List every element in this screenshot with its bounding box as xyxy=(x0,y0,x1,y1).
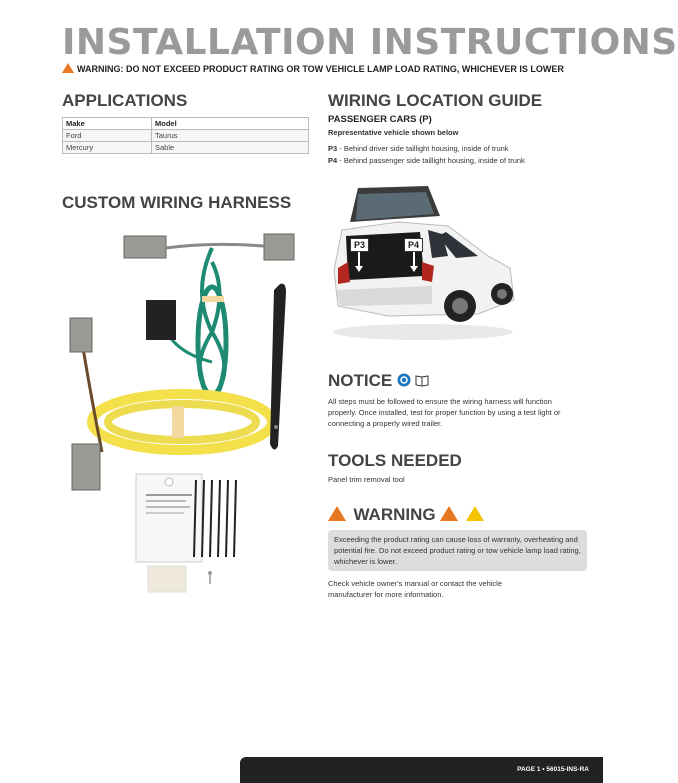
notice-heading-row xyxy=(328,371,429,391)
footer-separator: • xyxy=(542,766,545,773)
harness-heading: CUSTOM WIRING HARNESS xyxy=(62,193,292,212)
wiring-guide-heading: WIRING LOCATION GUIDE xyxy=(328,91,543,110)
tools-text: Panel trim removal tool xyxy=(328,475,405,484)
vehicle-photo xyxy=(328,182,518,352)
wiring-location-list xyxy=(328,143,593,167)
car-illustration xyxy=(328,182,518,352)
wiring-guide-note: Representative vehicle shown below xyxy=(328,128,459,137)
photo-label-p4: P4 xyxy=(404,238,423,252)
notice-heading: NOTICE xyxy=(328,371,393,390)
page-number: PAGE 1 xyxy=(517,766,541,773)
warning-heading: WARNING xyxy=(353,505,436,524)
warning-triangle-icon xyxy=(62,63,74,73)
table-header-row xyxy=(63,118,309,130)
warning-heading-row xyxy=(328,505,487,525)
harness-photo xyxy=(62,222,307,597)
table-cell-model: Sable xyxy=(152,142,309,154)
page-title: INSTALLATION INSTRUCTIONS xyxy=(62,22,678,63)
document-code: 56015-INS-RA xyxy=(546,766,589,773)
table-cell-model: Taurus xyxy=(152,130,309,142)
photo-label-p3: P3 xyxy=(350,238,369,252)
applications-table xyxy=(62,117,309,154)
table-row xyxy=(63,130,309,142)
location-code: P3 xyxy=(328,144,338,153)
table-cell-make: Ford xyxy=(63,130,152,142)
warning-box: Exceeding the product rating can cause loss of warranty, overheating and potential fire. Do not exceed product rating or tow vehicle lamp load rating, whichever is lower. xyxy=(328,530,587,571)
warning-triangle-icon xyxy=(440,506,458,521)
manual-book-icon xyxy=(415,373,429,387)
table-cell-make: Mercury xyxy=(63,142,152,154)
wiring-guide-subheading: PASSENGER CARS (P) xyxy=(328,114,432,125)
warning-check-text: Check vehicle owner's manual or contact the vehicle manufacturer for more information. xyxy=(328,579,503,599)
wiring-location-item xyxy=(328,143,593,155)
location-text: - Behind passenger side taillight housing, inside of trunk xyxy=(337,156,525,165)
location-text: - Behind driver side taillight housing, inside of trunk xyxy=(337,144,509,153)
location-code: P4 xyxy=(328,156,338,165)
footer-text xyxy=(517,766,589,773)
header-warning-text: WARNING: DO NOT EXCEED PRODUCT RATING OR TOW VEHICLE LAMP LOAD RATING, WHICHEVER IS LOWER xyxy=(77,64,564,74)
wiring-harness-illustration xyxy=(62,222,307,597)
warning-triangle-icon xyxy=(328,506,346,521)
header-warning xyxy=(62,63,564,74)
tools-heading: TOOLS NEEDED xyxy=(328,451,462,470)
applications-heading: APPLICATIONS xyxy=(62,91,188,110)
info-circle-icon xyxy=(397,373,411,387)
column-header-model: Model xyxy=(152,118,309,130)
electrical-hazard-icon xyxy=(466,506,484,521)
column-header-make: Make xyxy=(63,118,152,130)
wiring-location-item xyxy=(328,155,593,167)
notice-text: All steps must be followed to ensure the wiring harness will function properly. Once installed, test for proper function by using a test light or connecting a properly wired trailer. xyxy=(328,397,561,428)
table-row xyxy=(63,142,309,154)
